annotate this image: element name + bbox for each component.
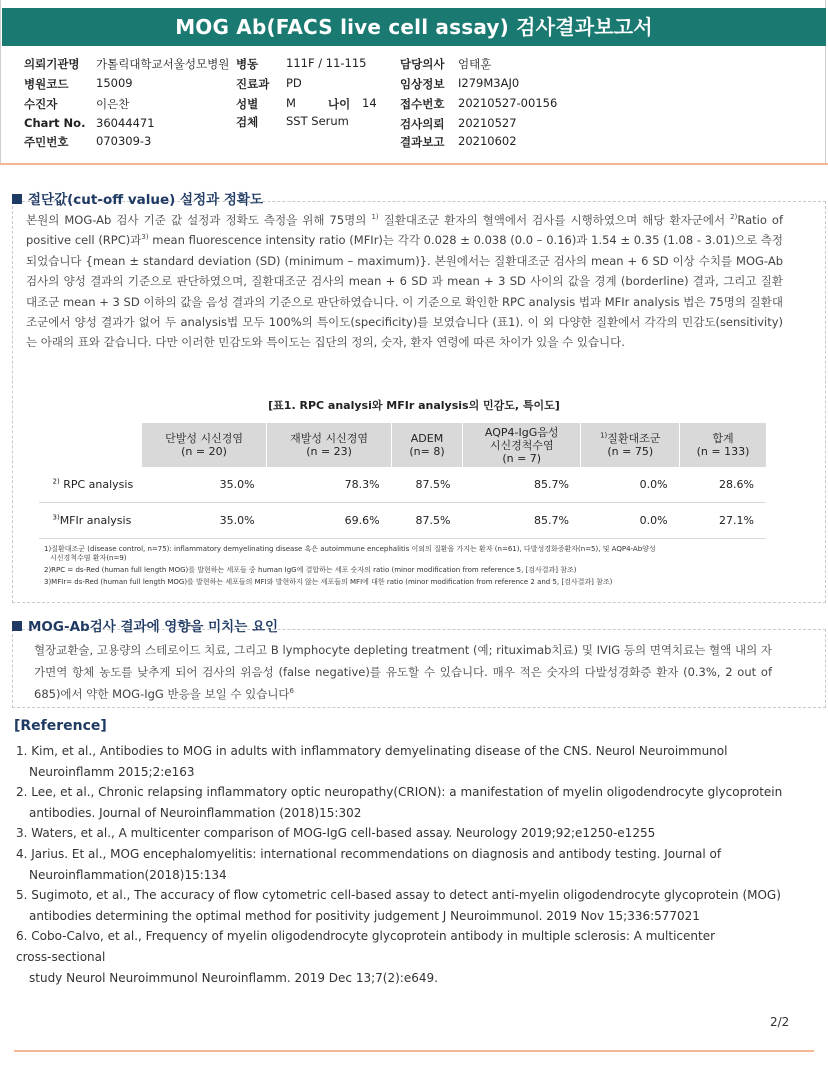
info-label: 의뢰기관명 [24, 57, 80, 71]
cutoff-paragraph [26, 210, 783, 353]
reference-item: 1. Kim, et al., Antibodies to MOG in adults with inflammatory demyelinating disease of the CNS. Neurol Neuroimmunol Neuroinflamm 2015;2:e163 [16, 744, 728, 779]
info-label: 검체 [236, 115, 259, 129]
reference-item: 6. Cobo-Calvo, et al., Frequency of myelin oligodendrocyte glycoprotein antibody in multiple sclerosis: A multicenter cross-sectional study Neurol Neuroimmunol Neuroinflamm. 2019 Dec 13;7(2):e649. [16, 929, 716, 985]
reference-item: 2. Lee, et al., Chronic relapsing inflammatory optic neuropathy(CRION): a manifestation of myelin oligodendrocyte glycoprotein antibodies. Journal of Neuroinflammation (2018)15:302 [16, 785, 783, 820]
cutoff-text: Ratio of positive cell (RPC)과 [26, 213, 784, 248]
table-cell: 87.5% [392, 467, 463, 503]
table-cell: 0.0% [581, 503, 680, 539]
table-caption: [표1. RPC analysi와 MFIr analysis의 민감도, 특이도] [268, 399, 560, 412]
report-title: MOG Ab(FACS live cell assay) 검사결과보고서 [2, 8, 826, 46]
table-footnote: 1)질환대조군 (disease control, n=75): inflammatory demyelinating disease 혹은 autoimmune encephalitis 이외의 질환을 가지는 환자 (n=61), 다발성경화증환자(n=5), 및 AQP4-Ab양성 [44, 545, 656, 553]
table-cell: 28.6% [680, 467, 766, 503]
info-value: 111F / 11-115 [286, 56, 367, 70]
cutoff-text: 본원의 MOG-Ab 검사 기준 값 설정과 정확도 측정을 위해 75명의 [26, 213, 367, 227]
table-row [39, 503, 767, 539]
info-label: 수진자 [24, 97, 58, 111]
footer-divider [14, 1050, 814, 1052]
info-value: 15009 [96, 76, 133, 90]
page-number: 2/2 [770, 1015, 790, 1029]
info-label: 접수번호 [400, 97, 445, 111]
info-value: 36044471 [96, 116, 155, 130]
reference-item: 4. Jarius. Et al., MOG encephalomyelitis: international recommendations on diagnosis and antibody testing. Journal of Neuroinflammation(2018)15:134 [16, 846, 722, 882]
table-cell: 27.1% [680, 503, 766, 539]
row-label: $^{2)}$ RPC analysis [39, 467, 142, 503]
info-value: PD [286, 76, 302, 90]
reference-item: 3. Waters, et al., A multicenter comparison of MOG-IgG cell-based assay. Neurology 2019;92;e1250-e1255 [16, 826, 656, 841]
info-value: 20210527 [458, 116, 517, 130]
footnote-marker: 3) [141, 233, 149, 242]
table-footnote: 2)RPC = ds-Red (human full length MOG)를 발현하는 세포들 중 human IgG에 결합하는 세포 숫자의 ratio (minor modification from reference 5, [검사결과] 참조) [44, 566, 577, 574]
footnote-marker: 1) [371, 213, 379, 222]
section-bullet-icon [12, 621, 22, 631]
cutoff-text: mean fluorescence intensity ratio (MFIr)는 각각 0.028 ± 0.038 (0.0 – 0.16)과 1.54 ± 0.35 (1.08 - 3.01)으로 측정되었습니다 {mean ± standard deviation (SD) (minimum – maximum)}. 본원에서는 질환대조군 검사의 mean + 6 SD 이상 수치를 MOG-Ab 검사의 양성 결과의 기준으로 판단하였으며, 질환대조군 검사의 mean + 6 SD 과 mean + 3 SD 사이의 값을 경계 (borderline) 결과, 그리고 질환 대조군 mean + 3 SD 이하의 값을 음성 결과의 기준으로 판단하였습니다. 이 기준으로 확인한 RPC analysis 법과 MFIr analysis 법은 75명의 질환대조군에서 양성 결과가 없어 두 analysis법 모두 100%의 특이도(specificity)를 보였습니다 (표1). 이 외 다양한 질환에서 각각의 민감도(sensitivity)는 아래의 표와 같습니다. 다만 이러한 민감도와 특이도는 집단의 정의, 숫자, 환자 연령에 따른 차이가 있을 수 있습니다. [26, 233, 784, 350]
info-label: 검사의뢰 [400, 117, 445, 131]
info-value: 엄태훈 [458, 57, 492, 71]
factors-text: 혈장교환술, 고용량의 스테로이드 치료, 그리고 B lymphocyte depleting treatment (예; rituximab치료) 및 IVIG 등의 면역치료는 혈액 내의 자가면역 항체 농도를 낮추게 되어 검사의 위음성 (false negative)를 유도할 수 있습니다. 매우 적은 숫자의 다발성경화증 환자 (0.3%, 2 out of 685)에서 약한 MOG-IgG 반응을 보일 수 있습니다 [34, 643, 772, 701]
cutoff-section-title [12, 188, 263, 208]
info-label: 병원코드 [24, 77, 69, 91]
info-value: SST Serum [286, 114, 349, 128]
row-label: $^{3)}$MFIr analysis [39, 503, 142, 539]
info-label: 결과보고 [400, 135, 445, 149]
table-header: 합계 (n = 133) [680, 423, 766, 467]
table-cell: 78.3% [267, 467, 392, 503]
cutoff-text: 질환대조군 환자의 혈액에서 검사를 시행하였으며 해당 환자군에서 [383, 213, 726, 227]
table-header: $^{1)}$질환대조군 (n = 75) [581, 423, 680, 467]
table-header: AQP4-IgG음성 시신경척수염 (n = 7) [462, 423, 581, 467]
reference-item: 5. Sugimoto, et al., The accuracy of flow cytometric cell-based assay to detect anti-myelin oligodendrocyte glycoprotein (MOG) antibodies determining the optimal method for positivity judgement J Neuroimmunol. 2019 Nov 15;336:577021 [16, 888, 781, 923]
info-value: 가톨릭대학교서울성모병원 [96, 57, 230, 71]
table-footnote: 시신경척수염 환자(n=9) [50, 554, 127, 562]
age-value: 14 [362, 96, 377, 110]
info-value: 20210602 [458, 134, 517, 148]
table-header: 단발성 시신경염 (n = 20) [142, 423, 267, 467]
info-value: M [286, 96, 296, 110]
info-label: 임상정보 [400, 77, 445, 91]
header-divider [0, 163, 828, 165]
reference-heading: [Reference] [14, 718, 107, 734]
table-cell: 69.6% [267, 503, 392, 539]
table-cell: 35.0% [142, 467, 267, 503]
reference-list [16, 741, 816, 988]
cutoff-section-title-text: 절단값(cut-off value) 설정과 정확도 [28, 192, 263, 208]
section-bullet-icon [12, 194, 22, 204]
footnote-marker: 2) [730, 213, 738, 222]
info-label: 병동 [236, 57, 259, 71]
info-value: 20210527-00156 [458, 96, 558, 110]
info-label: 주민번호 [24, 135, 69, 149]
sensitivity-table [38, 423, 766, 539]
factors-paragraph [34, 639, 772, 705]
info-value: 이은찬 [96, 97, 130, 111]
info-label: 진료과 [236, 77, 270, 91]
table-cell: 85.7% [462, 503, 581, 539]
info-label: Chart No. [24, 116, 86, 130]
table-row [39, 467, 767, 503]
info-value: I279M3AJ0 [458, 76, 520, 90]
table-cell: 85.7% [462, 467, 581, 503]
footnote-marker: 6 [289, 687, 295, 696]
factors-section-title [12, 615, 278, 635]
info-label: 성별 [236, 97, 259, 111]
table-header: ADEM (n= 8) [392, 423, 463, 467]
factors-section-title-text: MOG-Ab검사 결과에 영향을 미치는 요인 [28, 619, 279, 635]
table-header: 재발성 시신경염 (n = 23) [267, 423, 392, 467]
age-label: 나이 [328, 97, 351, 111]
table-cell: 0.0% [581, 467, 680, 503]
table-cell: 87.5% [392, 503, 463, 539]
info-value: 070309-3 [96, 134, 152, 148]
table-corner [39, 423, 142, 467]
table-footnote: 3)MFIr= ds-Red (human full length MOG)를 발현하는 세포들의 MFI와 발현하지 않는 세포들의 MFI에 대한 ratio (minor modification from reference 2 and 5, [검사결과] 참조) [44, 578, 613, 586]
info-label: 담당의사 [400, 57, 445, 71]
table-cell: 35.0% [142, 503, 267, 539]
table-header-row [39, 423, 767, 467]
